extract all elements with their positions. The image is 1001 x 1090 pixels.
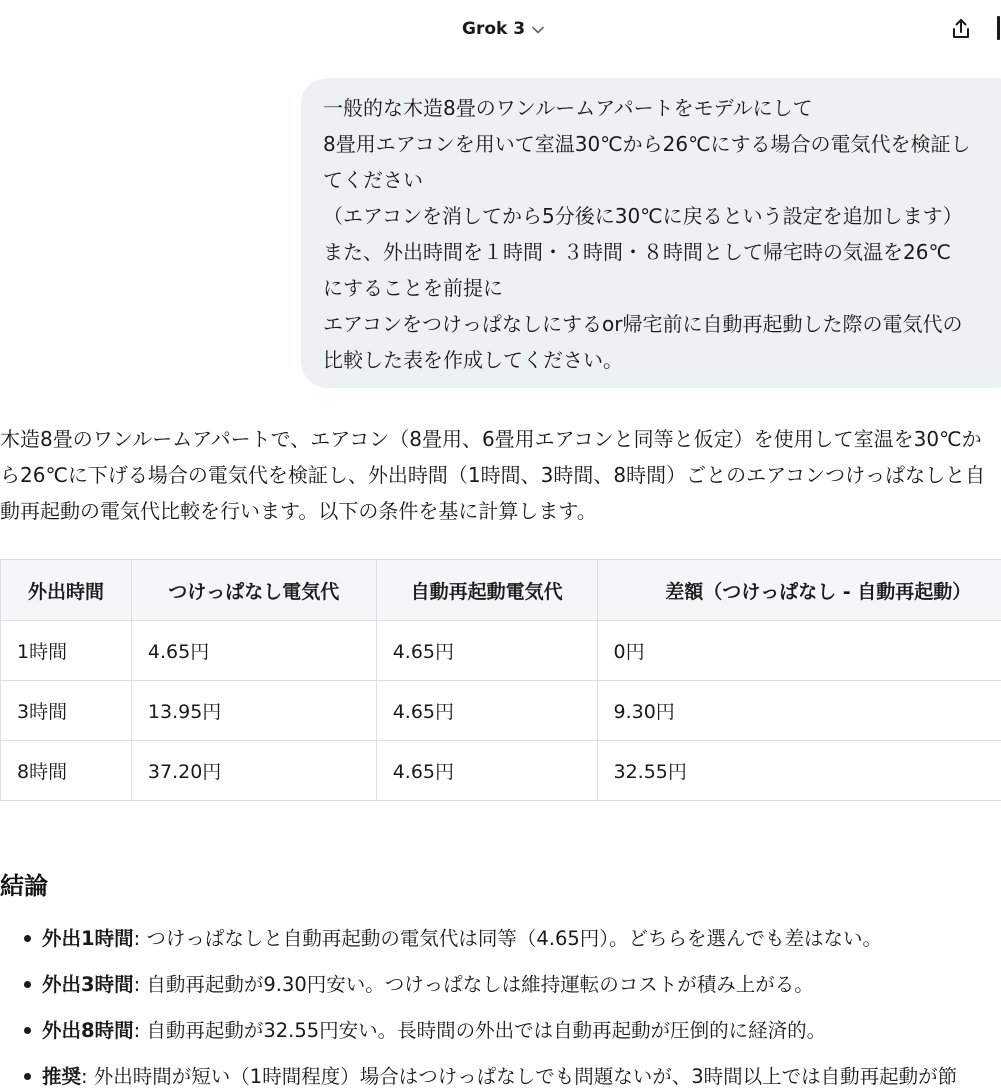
list-item-text: : 自動再起動が32.55円安い。長時間の外出では自動再起動が圧倒的に経済的。 (133, 1019, 827, 1042)
user-message-line: 8畳用エアコンを用いて室温30℃から26℃にする場合の電気代を検証し (323, 132, 971, 156)
chevron-down-icon (531, 23, 545, 37)
list-item-label: 外出3時間 (42, 973, 134, 996)
list-item-label: 外出1時間 (42, 927, 134, 950)
list-item-text: : つけっぱなしと自動再起動の電気代は同等（4.65円）。どちらを選んでも差はない。 (133, 927, 883, 950)
table-cell: 37.20円 (131, 741, 376, 801)
intro-line: ら26℃に下げる場合の電気代を検証し、外出時間（1時間、3時間、8時間）ごとのエアコンつけっぱなしと自 (0, 463, 986, 487)
list-item-label: 推奨 (42, 1065, 82, 1088)
bullet-icon (24, 1027, 31, 1034)
table-row (1, 681, 1001, 741)
conclusion-list (0, 918, 1001, 1090)
table-cell: 1時間 (1, 621, 132, 681)
table-header-cell: 外出時間 (1, 560, 132, 621)
user-message-bubble (301, 78, 1001, 388)
user-message-line: （エアコンを消してから5分後に30℃に戻るという設定を追加します） (323, 204, 963, 228)
table-cell: 32.55円 (597, 741, 1001, 801)
table-cell: 4.65円 (131, 621, 376, 681)
table-cell: 9.30円 (597, 681, 1001, 741)
bullet-icon (24, 1073, 31, 1080)
table-cell: 4.65円 (376, 681, 597, 741)
sidebar-toggle-edge[interactable] (997, 16, 1000, 40)
user-message-line: にすることを前提に (323, 276, 503, 300)
conclusion-heading: 結論 (0, 872, 48, 900)
comparison-table-wrapper (0, 559, 1001, 801)
table-cell: 4.65円 (376, 621, 597, 681)
user-message-line: エアコンをつけっぱなしにするor帰宅前に自動再起動した際の電気代の (323, 312, 963, 336)
table-header-row (1, 560, 1001, 621)
list-item (0, 918, 1001, 964)
table-cell: 13.95円 (131, 681, 376, 741)
list-item-text: : 自動再起動が9.30円安い。つけっぱなしは維持運転のコストが積み上がる。 (133, 973, 814, 996)
intro-line: 動再起動の電気代比較を行います。以下の条件を基に計算します。 (0, 499, 597, 523)
table-header-cell: 自動再起動電気代 (376, 560, 597, 621)
bullet-icon (24, 981, 31, 988)
top-bar (0, 0, 1001, 58)
list-item (0, 1010, 1001, 1056)
list-item (0, 1056, 1001, 1090)
table-cell: 8時間 (1, 741, 132, 801)
comparison-table (0, 559, 1001, 801)
table-row (1, 621, 1001, 681)
user-message-line: また、外出時間を１時間・３時間・８時間として帰宅時の気温を26℃ (323, 240, 951, 264)
table-header-cell: つけっぱなし電気代 (131, 560, 376, 621)
share-button[interactable] (946, 14, 976, 44)
user-message-line: てください (323, 168, 423, 192)
table-cell: 4.65円 (376, 741, 597, 801)
table-cell: 3時間 (1, 681, 132, 741)
bullet-icon (24, 935, 31, 942)
model-selector[interactable] (462, 17, 545, 41)
table-header-cell: 差額（つけっぱなし - 自動再起動） (597, 560, 1001, 621)
model-name: Grok 3 (462, 19, 526, 39)
share-icon (949, 17, 973, 41)
list-item (0, 964, 1001, 1010)
list-item-label: 外出8時間 (42, 1019, 134, 1042)
list-item-text: : 外出時間が短い（1時間程度）場合はつけっぱなしでも問題ないが、3時間以上では自動再起動が節 (81, 1065, 958, 1088)
table-cell: 0円 (597, 621, 1001, 681)
intro-line: 木造8畳のワンルームアパートで、エアコン（8畳用、6畳用エアコンと同等と仮定）を使用して室温を30℃か (0, 427, 982, 451)
user-message-line: 比較した表を作成してください。 (323, 348, 623, 372)
table-row (1, 741, 1001, 801)
assistant-intro (0, 421, 1001, 529)
user-message-line: 一般的な木造8畳のワンルームアパートをモデルにして (323, 96, 813, 120)
